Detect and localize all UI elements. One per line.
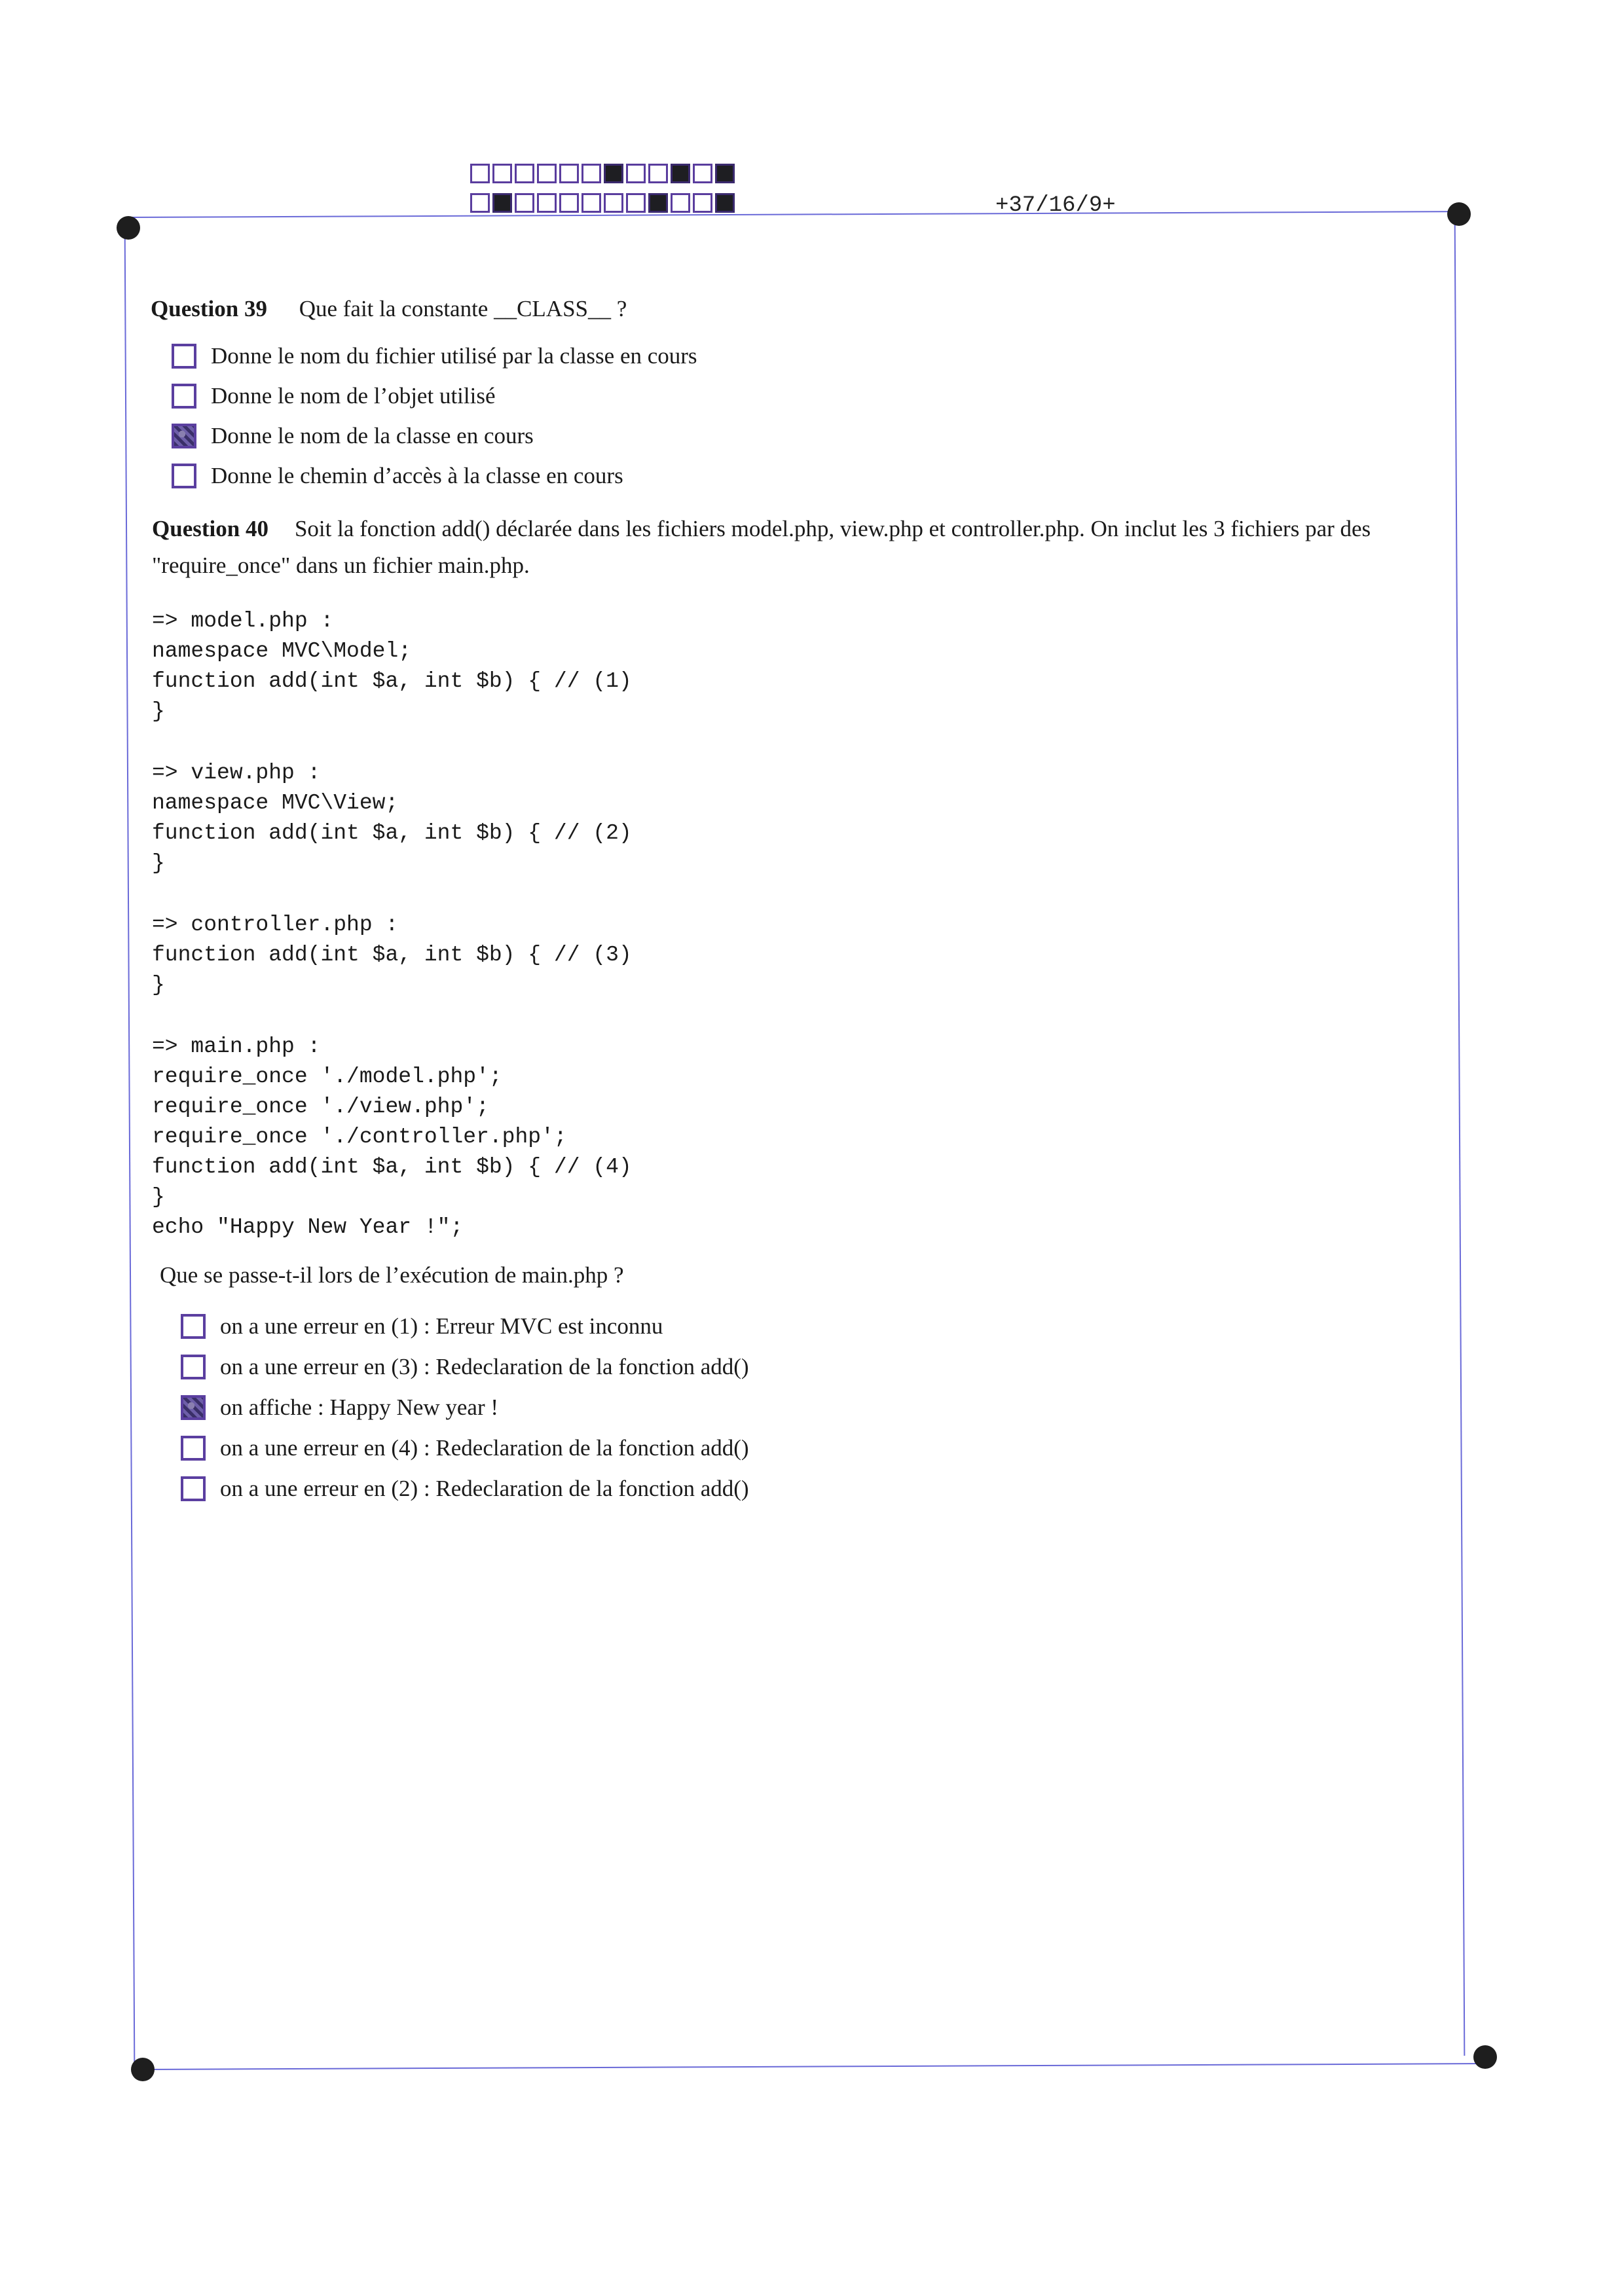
answer-option[interactable] [181, 1354, 749, 1380]
answer-option-label: on a une erreur en (4) : Redeclaration de la fonction add() [220, 1435, 749, 1461]
code-cell [492, 193, 512, 213]
code-cell [604, 193, 623, 213]
checkbox[interactable] [181, 1476, 206, 1501]
code-cell [648, 193, 668, 213]
corner-marker-bottom-right [1473, 2045, 1497, 2069]
answer-option-label: on a une erreur en (3) : Redeclaration de la fonction add() [220, 1354, 749, 1379]
question-39-text: Que fait la constante __CLASS__ ? [299, 296, 627, 321]
code-block-controller: => controller.php : function add(int $a, int $b) { // (3) } [152, 913, 632, 997]
corner-marker-top-right [1447, 202, 1471, 226]
code-cell [537, 164, 557, 183]
checked-checkbox[interactable] [172, 424, 196, 448]
code-cell [559, 164, 579, 183]
frame-top-border [128, 211, 1459, 218]
code-cell [671, 164, 690, 183]
corner-marker-top-left [117, 216, 140, 240]
answer-option[interactable] [181, 1435, 749, 1461]
code-cell [604, 164, 623, 183]
code-cell [693, 193, 712, 213]
question-39-label: Question 39 [151, 296, 267, 321]
question-40-label: Question 40 [152, 516, 268, 541]
code-cell [581, 164, 601, 183]
checked-checkbox[interactable] [181, 1395, 206, 1420]
page-identifier: +37/16/9+ [995, 193, 1116, 218]
answer-option[interactable] [172, 463, 623, 489]
answer-option-label: Donne le nom du fichier utilisé par la classe en cours [211, 343, 697, 369]
question-40-intro-text: Soit la fonction add() déclarée dans les fichiers model.php, view.php et controller.php. On inclut les 3 fichiers par des "require_once" dans un fichier main.php. [152, 516, 1371, 578]
code-cell [648, 164, 668, 183]
checkbox[interactable] [181, 1436, 206, 1461]
code-cell [626, 164, 646, 183]
checkbox[interactable] [181, 1355, 206, 1379]
answer-option-label: Donne le chemin d’accès à la classe en cours [211, 463, 623, 488]
answer-option[interactable] [181, 1476, 749, 1502]
code-cell [470, 164, 490, 183]
checkbox[interactable] [172, 344, 196, 369]
code-cell [581, 193, 601, 213]
checkbox[interactable] [172, 464, 196, 488]
frame-right-border [1454, 216, 1466, 2056]
answer-option-label: Donne le nom de la classe en cours [211, 423, 534, 448]
answer-option[interactable] [181, 1394, 498, 1421]
code-block-view: => view.php : namespace MVC\View; function add(int $a, int $b) { // (2) } [152, 761, 632, 875]
code-block-model: => model.php : namespace MVC\Model; function add(int $a, int $b) { // (1) } [152, 609, 632, 723]
code-cell [515, 193, 534, 213]
frame-left-border [124, 228, 136, 2068]
answer-option[interactable] [181, 1313, 663, 1339]
frame-bottom-border [143, 2063, 1485, 2070]
answer-option[interactable] [172, 423, 534, 449]
code-cell [671, 193, 690, 213]
code-cell [559, 193, 579, 213]
answer-option-label: on a une erreur en (1) : Erreur MVC est inconnu [220, 1313, 663, 1339]
answer-option-label: Donne le nom de l’objet utilisé [211, 383, 496, 409]
answer-option[interactable] [172, 383, 496, 409]
code-cell [515, 164, 534, 183]
question-39-header [151, 296, 627, 322]
code-cell [715, 164, 735, 183]
code-block-main: => main.php : require_once './model.php'; require_once './view.php'; require_once './controller.php'; function add(int $a, int $b) { // (4) } echo "Happy New Year !"; [152, 1034, 632, 1239]
binary-code-row-2 [470, 193, 737, 213]
question-40-intro [152, 511, 1449, 584]
checkbox[interactable] [172, 384, 196, 409]
answer-option[interactable] [172, 343, 697, 369]
code-cell [693, 164, 712, 183]
code-cell [537, 193, 557, 213]
question-40-prompt: Que se passe-t-il lors de l’exécution de main.php ? [160, 1262, 624, 1288]
corner-marker-bottom-left [131, 2058, 155, 2081]
answer-option-label: on a une erreur en (2) : Redeclaration de la fonction add() [220, 1476, 749, 1501]
binary-code-row-1 [470, 164, 737, 183]
code-cell [715, 193, 735, 213]
code-cell [470, 193, 490, 213]
checkbox[interactable] [181, 1314, 206, 1339]
code-cell [492, 164, 512, 183]
answer-option-label: on affiche : Happy New year ! [220, 1394, 499, 1420]
code-cell [626, 193, 646, 213]
